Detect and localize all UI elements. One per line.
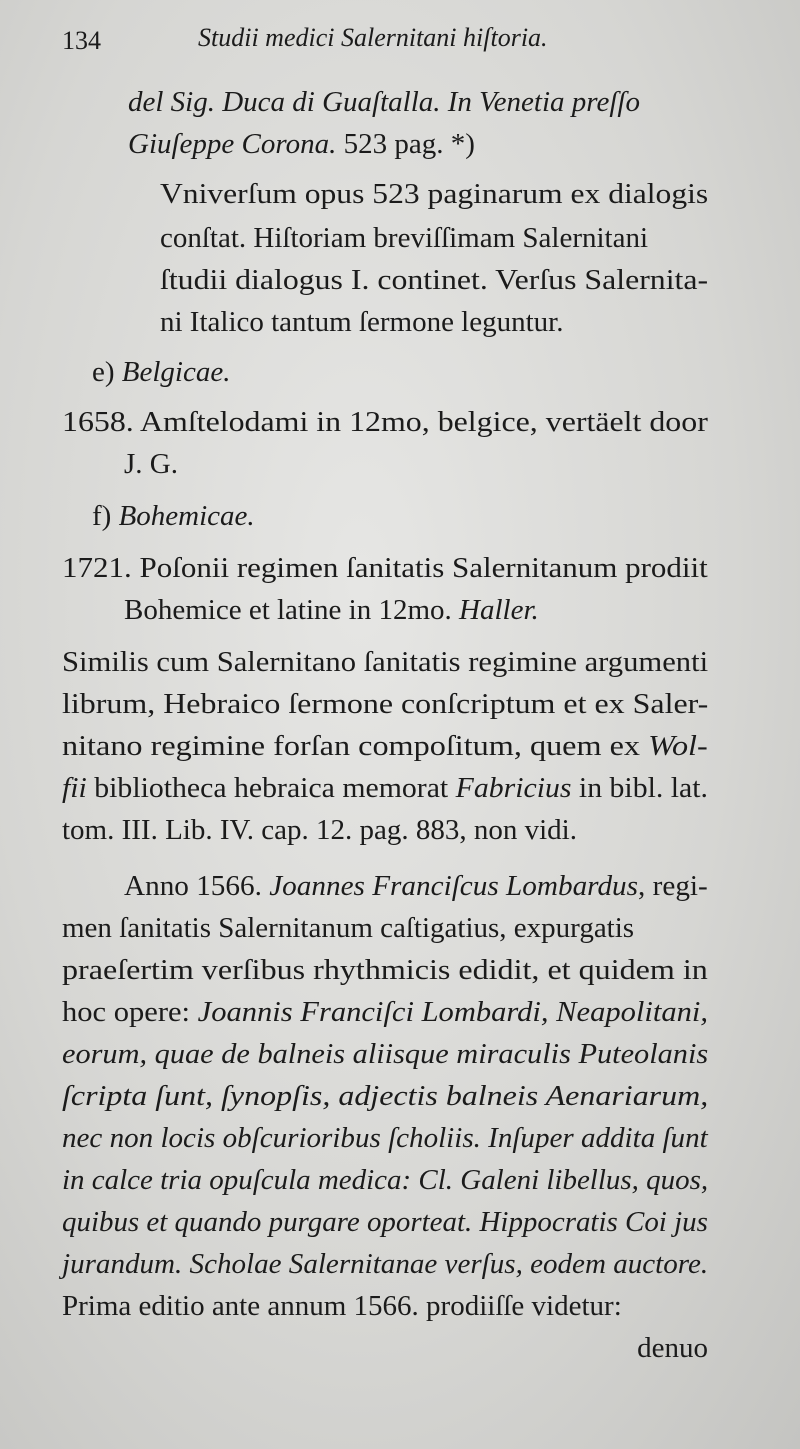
roman-run: Prima editio ante annum 1566. prodiiſſe videtur:	[62, 1290, 622, 1322]
roman-run: 1721. Poſonii regimen ſanitatis Salernitanum prodiit	[62, 552, 708, 584]
italic-run: Joannes Franciſcus Lombardus	[269, 870, 639, 902]
italic-run: Haller.	[459, 594, 539, 626]
roman-run: tom. III. Lib. IV. cap. 12. pag. 883, non vidi.	[62, 814, 577, 846]
roman-run: ſtudii dialogus I. continet. Verſus Salernita-	[160, 264, 709, 296]
roman-run: Vniverſum opus 523 paginarum ex dialogis	[160, 178, 709, 210]
text-line	[160, 220, 708, 256]
text-line	[124, 592, 708, 628]
roman-run: Bohemice et latine in 12mo.	[124, 594, 460, 626]
roman-run: 1658. Amſtelodami in 12mo, belgice, vertäelt door	[62, 406, 708, 438]
text-line	[128, 126, 708, 162]
roman-run: Similis cum Salernitano ſanitatis regimine argumenti	[62, 646, 709, 678]
italic-run: nec non locis obſcurioribus ſcholiis. Inſuper addita ſunt	[62, 1122, 708, 1154]
italic-run: Giuſeppe Corona.	[128, 128, 337, 160]
text-line	[160, 304, 708, 340]
text-line	[62, 404, 708, 440]
roman-run: hoc opere:	[62, 996, 198, 1028]
text-line	[160, 176, 708, 212]
roman-run: librum, Hebraico ſermone conſcriptum et ex Saler-	[62, 688, 709, 720]
text-line	[92, 498, 392, 534]
roman-run: men ſanitatis Salernitanum caſtigatius, expurgatis	[62, 912, 635, 944]
roman-run: conſtat. Hiſtoriam breviſſimam Salernitani	[160, 222, 649, 254]
roman-run: f)	[92, 500, 119, 532]
italic-run: Joannis Franciſci Lombardi, Neapolitani,	[197, 996, 709, 1028]
italic-run: del Sig. Duca di Guaſtalla. In Venetia preſſo	[128, 86, 640, 118]
roman-run: 523 pag. *)	[336, 128, 475, 160]
roman-run: bibliotheca hebraica memorat	[86, 772, 456, 804]
roman-run: in bibl. lat.	[571, 772, 708, 804]
roman-run: nitano regimine forſan compoſitum, quem ex	[62, 730, 649, 762]
text-line	[128, 84, 708, 120]
italic-run: Fabricius	[455, 772, 572, 804]
italic-run: Belgicae.	[121, 356, 231, 388]
text-line	[92, 354, 392, 390]
italic-run: ſcripta ſunt, ſynopſis, adjectis balneis Aenariarum,	[62, 1080, 709, 1112]
roman-run: Anno 1566.	[124, 870, 270, 902]
italic-run: quibus et quando purgare oporteat. Hippocratis Coi jus	[62, 1206, 708, 1238]
roman-run: denuo	[637, 1332, 708, 1364]
text-line	[62, 728, 708, 764]
italic-run: Bohemicae.	[118, 500, 255, 532]
italic-run: in calce tria opuſcula medica: Cl. Galeni libellus, quos,	[62, 1164, 709, 1196]
page-number: 134	[62, 26, 101, 55]
italic-run: eorum, quae de balneis aliisque miraculis Puteolanis	[62, 1038, 709, 1070]
text-line	[62, 952, 708, 988]
roman-run: praeſertim verſibus rhythmicis edidit, et quidem in	[62, 954, 708, 986]
text-line	[62, 1078, 708, 1114]
roman-run: e)	[92, 356, 122, 388]
text-line	[62, 994, 708, 1030]
text-line	[62, 1246, 708, 1282]
text-line	[62, 910, 708, 946]
italic-run: fii	[62, 772, 87, 804]
text-line	[62, 770, 708, 806]
text-line	[62, 812, 708, 848]
text-line	[62, 550, 708, 586]
text-line	[124, 868, 708, 904]
roman-run: , regi-	[638, 870, 708, 902]
text-line	[124, 446, 324, 482]
text-line	[62, 1288, 708, 1324]
text-line	[62, 644, 708, 680]
italic-run: jurandum. Scholae Salernitanae verſus, eodem auctore.	[62, 1248, 709, 1280]
italic-run: Wol-	[648, 730, 708, 762]
running-title: Studii medici Salernitani hiſtoria.	[198, 23, 548, 52]
roman-run: ni Italico tantum ſermone leguntur.	[160, 306, 564, 338]
catchword	[508, 1330, 708, 1366]
text-line	[160, 262, 708, 298]
text-line	[62, 1204, 708, 1240]
text-line	[62, 1036, 708, 1072]
text-line	[62, 1162, 708, 1198]
text-line	[62, 686, 708, 722]
roman-run: J. G.	[124, 448, 178, 480]
text-line	[62, 1120, 708, 1156]
